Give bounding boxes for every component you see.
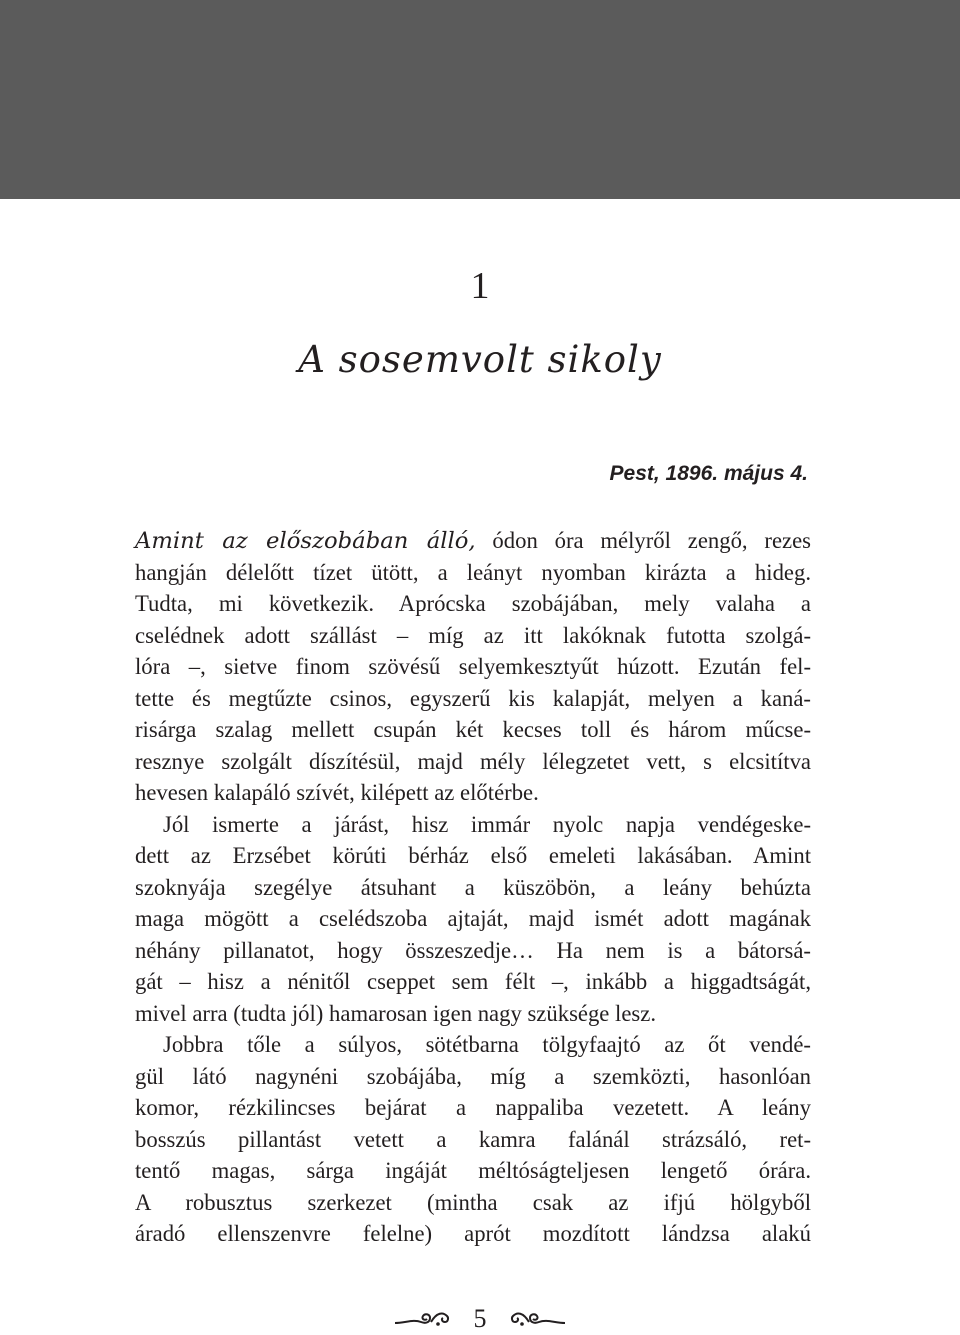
text-line: cselédnek adott szállást – míg az itt lakóknak futotta szolgá-	[135, 622, 811, 648]
text-line: tette és megtűzte csinos, egyszerű kis kalapját, melyen a kaná-	[135, 685, 811, 711]
text-line: tentő magas, sárga ingáját méltóságteljesen lengető órára.	[135, 1158, 811, 1183]
chapter-number: 1	[470, 265, 490, 307]
text-line: áradó ellenszenvre felelne) aprót mozdított lándzsa alakú	[135, 1221, 811, 1246]
text-line: dett az Erzsébet körúti bérház első emeleti lakásában. Amint	[135, 843, 811, 868]
text-line: Jobbra tőle a súlyos, sötétbarna tölgyfaajtó az őt vendé-	[163, 1032, 811, 1057]
text-line: A robusztus szerkezet (mintha csak az ifjú hölgyből	[135, 1189, 811, 1215]
text-line: bosszús pillantást vetett a kamra falánál strázsáló, ret-	[135, 1126, 811, 1152]
text-line: néhány pillanatot, hogy összeszedje… Ha nem is a bátorsá-	[135, 937, 811, 963]
text-line: szoknyája szegélye átsuhant a küszöbön, a leány behúzta	[135, 874, 811, 900]
text-line-content: ódon óra mélyről zengő, rezes	[475, 528, 811, 553]
dateline: Pest, 1896. május 4.	[609, 462, 808, 485]
text-line: resznye szolgált díszítésül, majd mély lélegzetet vett, s elcsitítva	[135, 748, 811, 774]
text-line: maga mögött a cselédszoba ajtaját, majd ismét adott magának	[135, 906, 811, 931]
text-line: lóra –, sietve finom szövésű selyemkesztyűt húzott. Ezután fel-	[135, 654, 811, 679]
header-band	[0, 0, 960, 199]
text-line: hevesen kalapáló szívét, kilépett az előtérbe.	[135, 780, 539, 805]
lead-in: Amint az előszobában álló,	[135, 528, 476, 554]
body-text	[135, 525, 811, 1250]
page-footer	[0, 1301, 960, 1335]
text-line: Jól ismerte a járást, hisz immár nyolc napja vendégeske-	[163, 811, 811, 837]
chapter-title: A sosemvolt sikoly	[298, 338, 662, 381]
page-number: 5	[473, 1304, 487, 1334]
text-line: komor, rézkilincses bejárat a nappaliba vezetett. A leány	[135, 1095, 811, 1120]
text-line: gül látó nagynéni szobájába, míg a szemközti, hasonlóan	[135, 1063, 811, 1089]
text-line: hangján délelőtt tízet ütött, a leányt nyomban kirázta a hideg.	[135, 559, 811, 585]
text-line	[135, 525, 811, 557]
text-line: gát – hisz a nénitől cseppet sem félt –, inkább a higgadtságát,	[135, 969, 811, 994]
flourish-left-icon	[393, 1308, 451, 1330]
text-line: mivel arra (tudta jól) hamarosan igen nagy szüksége lesz.	[135, 1000, 656, 1026]
flourish-right-icon	[509, 1308, 567, 1330]
text-line: Tudta, mi következik. Aprócska szobájában, mely valaha a	[135, 591, 811, 616]
text-line: risárga szalag mellett csupán két kecses toll és három műcse-	[135, 717, 811, 742]
